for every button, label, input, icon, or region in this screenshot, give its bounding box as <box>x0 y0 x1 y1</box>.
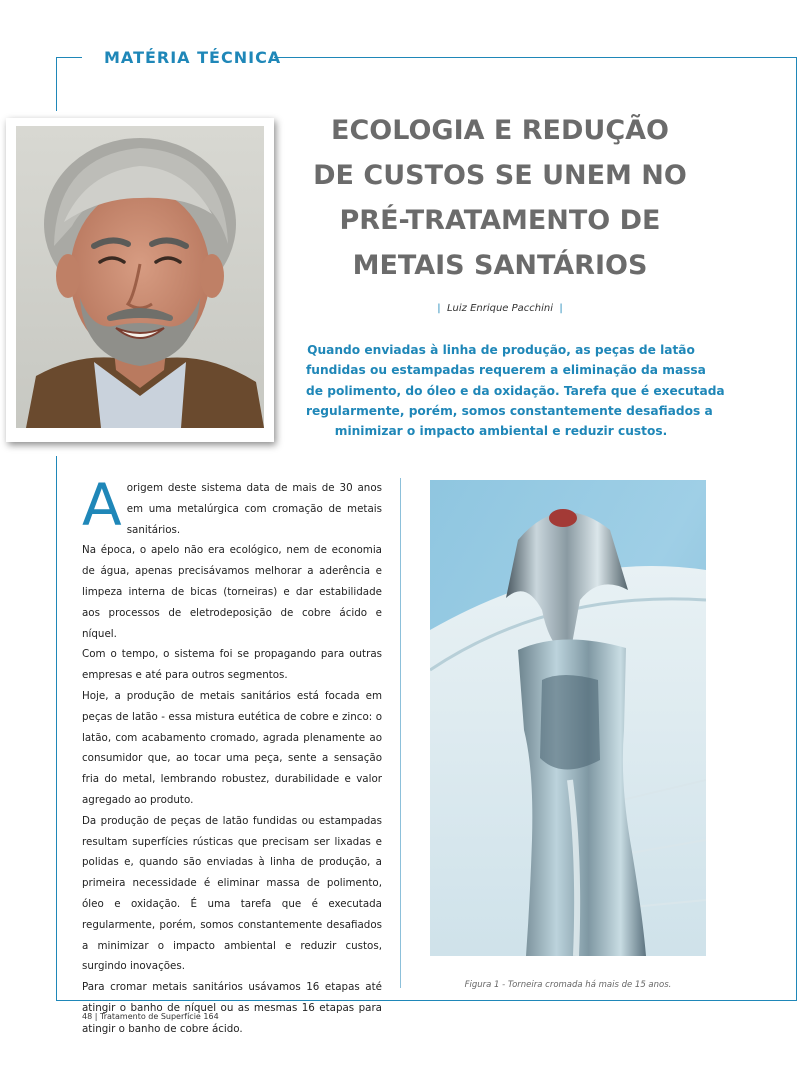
frame-right-rule <box>796 57 797 1000</box>
lede-line: Quando enviadas à linha de produção, as peças de latão <box>307 343 695 357</box>
portrait-illustration <box>16 126 264 428</box>
article-lede <box>306 340 725 441</box>
faucet-illustration <box>430 480 706 956</box>
lede-line: regularmente, porém, somos constantemente desafiados a <box>306 403 713 418</box>
lede-line: minimizar o impacto ambiental e reduzir custos. <box>334 424 668 439</box>
figure-caption: Figura 1 - Torneira cromada há mais de 15 anos. <box>464 980 672 990</box>
body-paragraph: Na época, o apelo não era ecológico, nem de economia de água, apenas precisávamos melhorar a aderência e limpeza interna de bicas (torneiras) e dar estabilidade aos processos de eletrodeposição de cobre ácido e níquel. <box>82 544 382 640</box>
headline-line: PRÉ-TRATAMENTO DE <box>339 205 661 236</box>
byline-bar-right: | <box>559 303 563 314</box>
frame-top-right-rule <box>274 57 797 58</box>
frame-top-left-rule <box>56 57 82 58</box>
headline-line: DE CUSTOS SE UNEM NO <box>313 160 687 191</box>
byline-bar-left: | <box>437 303 441 314</box>
frame-left-lower-rule <box>56 456 57 1000</box>
body-paragraph: Com o tempo, o sistema foi se propagando para outras empresas e até para outros segmentos. <box>82 648 382 682</box>
body-paragraph: Hoje, a produção de metais sanitários está focada em peças de latão - essa mistura eutética de cobre e zinco: o latão, com acabamento cromado, agrada plenamente ao consumidor que, ao tocar uma peça, sente a sensação fria do metal, lembrando robustez, durabilidade e valor agregado ao produto. <box>82 689 382 806</box>
page-number: 48 <box>82 1012 93 1021</box>
body-paragraph: Para cromar metais sanitários usávamos 16 etapas até atingir o banho de níquel ou as mesmas 16 etapas para atingir o banho de cobre ácido. <box>82 981 382 1035</box>
faucet-photo <box>430 480 706 956</box>
publication-name: Tratamento de Superfície 164 <box>99 1012 219 1021</box>
page-footer <box>82 1012 219 1021</box>
paragraph-text: origem deste sistema data de mais de 30 anos em uma metalúrgica com cromação de metais sanitários. <box>126 482 382 536</box>
body-paragraph: Da produção de peças de latão fundidas ou estampadas resultam superfícies rústicas que precisam ser lixadas e polidas e, quando são enviadas à linha de produção, a primeira necessidade é eliminar massa de polimento, óleo e oxidação. É uma tarefa que é executada regularmente, porém, somos constantemente desafiados a minimizar o impacto ambiental e reduzir custos, surgindo inovações. <box>82 814 382 973</box>
column-divider <box>400 478 401 988</box>
article-body <box>82 471 382 1040</box>
author-byline <box>300 303 700 314</box>
author-name: Luiz Enrique Pacchini <box>446 303 554 314</box>
footer-separator: | <box>94 1012 98 1021</box>
lede-line: de polimento, do óleo e da oxidação. Tarefa que é executada <box>306 383 725 398</box>
author-portrait <box>6 118 274 442</box>
section-title: MATÉRIA TÉCNICA <box>104 48 282 67</box>
body-paragraph <box>82 471 382 540</box>
headline-line: METAIS SANTÁRIOS <box>352 250 648 281</box>
frame-left-upper-rule <box>56 57 57 111</box>
headline-line: ECOLOGIA E REDUÇÃO <box>331 115 669 146</box>
lede-line: fundidas ou estampadas requerem a eliminação da massa <box>306 363 706 378</box>
article-headline <box>310 108 690 288</box>
drop-cap: A <box>82 471 122 539</box>
